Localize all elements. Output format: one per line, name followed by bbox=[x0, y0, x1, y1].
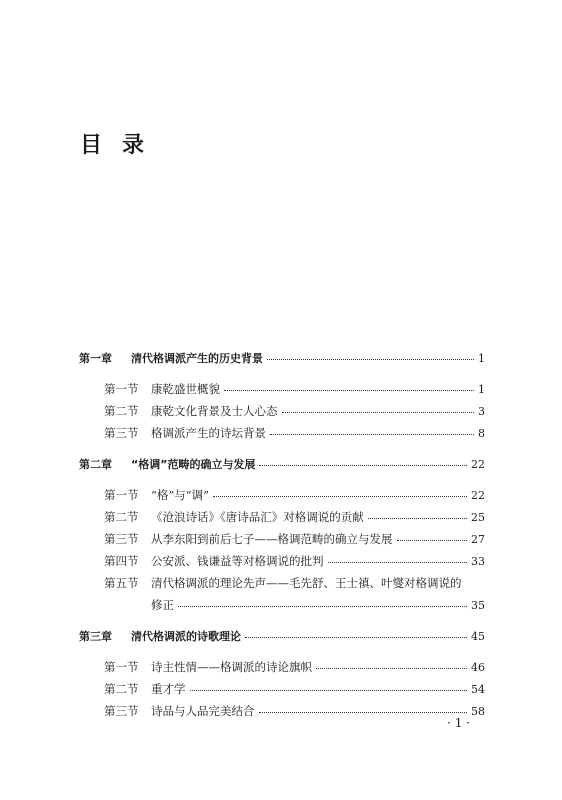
section-title: 诗主性情——格调派的诗论旗帜 bbox=[151, 660, 312, 674]
chapter-title: “格调”范畴的确立与发展 bbox=[131, 458, 256, 471]
section-number: 第一节 bbox=[104, 382, 139, 396]
section-title: “格”与“调” bbox=[151, 488, 210, 502]
section-number: 第二节 bbox=[104, 404, 139, 418]
section-number: 第二节 bbox=[104, 510, 139, 524]
toc-chapter-1[interactable] bbox=[79, 350, 485, 366]
section-number: 第二节 bbox=[104, 682, 139, 696]
page-number: 33 bbox=[471, 555, 485, 568]
section-title: 重才学 bbox=[151, 682, 186, 696]
page-number: 3 bbox=[478, 405, 485, 418]
toc-section[interactable] bbox=[104, 531, 485, 547]
page-number: 46 bbox=[471, 661, 485, 674]
dot-leader bbox=[397, 539, 468, 541]
section-number: 第五节 bbox=[104, 576, 139, 590]
section-number: 第一节 bbox=[104, 488, 139, 502]
toc-section[interactable] bbox=[104, 575, 485, 591]
page-number: 27 bbox=[471, 533, 485, 546]
page-title: 目录 bbox=[80, 133, 165, 158]
page-number: 22 bbox=[471, 458, 485, 471]
toc-section[interactable] bbox=[104, 681, 485, 697]
chapter-number: 第二章 bbox=[79, 458, 112, 471]
page-number: 1 bbox=[478, 383, 485, 396]
dot-leader bbox=[178, 605, 467, 607]
chapter-title: 清代格调派产生的历史背景 bbox=[131, 352, 263, 365]
page-number: 22 bbox=[471, 489, 485, 502]
dot-leader bbox=[270, 433, 474, 435]
dot-leader bbox=[245, 636, 467, 638]
section-title: 清代格调派的理论先声——毛先舒、王士禛、叶燮对格调说的 bbox=[151, 576, 462, 590]
section-title: 公安派、钱谦益等对格调说的批判 bbox=[151, 554, 324, 568]
section-number: 第三节 bbox=[104, 532, 139, 546]
chapter-number: 第三章 bbox=[79, 630, 112, 643]
section-title: 康乾盛世概貌 bbox=[151, 382, 220, 396]
section-title: 从李东阳到前后七子——格调范畴的确立与发展 bbox=[151, 532, 393, 546]
page-number: 8 bbox=[478, 427, 485, 440]
page-number: 58 bbox=[471, 705, 485, 718]
section-number: 第三节 bbox=[104, 426, 139, 440]
toc-section[interactable] bbox=[104, 487, 485, 503]
toc-chapter-3[interactable] bbox=[79, 628, 485, 644]
chapter-title: 清代格调派的诗歌理论 bbox=[131, 630, 241, 643]
dot-leader bbox=[213, 495, 467, 497]
chapter-number: 第一章 bbox=[79, 352, 112, 365]
section-number: 第四节 bbox=[104, 554, 139, 568]
toc-section-continuation[interactable] bbox=[104, 597, 485, 613]
section-title: 康乾文化背景及士人心态 bbox=[151, 404, 278, 418]
section-title: 诗品与人品完美结合 bbox=[151, 704, 255, 718]
section-title-continued: 修正 bbox=[151, 598, 174, 612]
toc-section[interactable] bbox=[104, 553, 485, 569]
toc-section[interactable] bbox=[104, 659, 485, 675]
page-number: 45 bbox=[471, 630, 485, 643]
toc-section[interactable] bbox=[104, 403, 485, 419]
toc-section[interactable] bbox=[104, 425, 485, 441]
page-number: 25 bbox=[471, 511, 485, 524]
section-number: 第一节 bbox=[104, 660, 139, 674]
section-title: 《沧浪诗话》《唐诗品汇》对格调说的贡献 bbox=[151, 510, 364, 524]
page-number: 35 bbox=[471, 599, 485, 612]
section-title: 格调派产生的诗坛背景 bbox=[151, 426, 266, 440]
dot-leader bbox=[259, 711, 468, 713]
toc-chapter-2[interactable] bbox=[79, 456, 485, 472]
page-number: 1 bbox=[478, 352, 485, 365]
dot-leader bbox=[190, 689, 468, 691]
dot-leader bbox=[267, 358, 474, 360]
toc-section[interactable] bbox=[104, 381, 485, 397]
dot-leader bbox=[282, 411, 475, 413]
toc-section[interactable] bbox=[104, 509, 485, 525]
dot-leader bbox=[316, 667, 467, 669]
page-footer-number: · 1 · bbox=[447, 716, 470, 730]
section-number: 第三节 bbox=[104, 704, 139, 718]
dot-leader bbox=[328, 561, 468, 563]
dot-leader bbox=[368, 517, 467, 519]
dot-leader bbox=[224, 389, 474, 391]
page-number: 54 bbox=[471, 683, 485, 696]
dot-leader bbox=[259, 464, 467, 466]
